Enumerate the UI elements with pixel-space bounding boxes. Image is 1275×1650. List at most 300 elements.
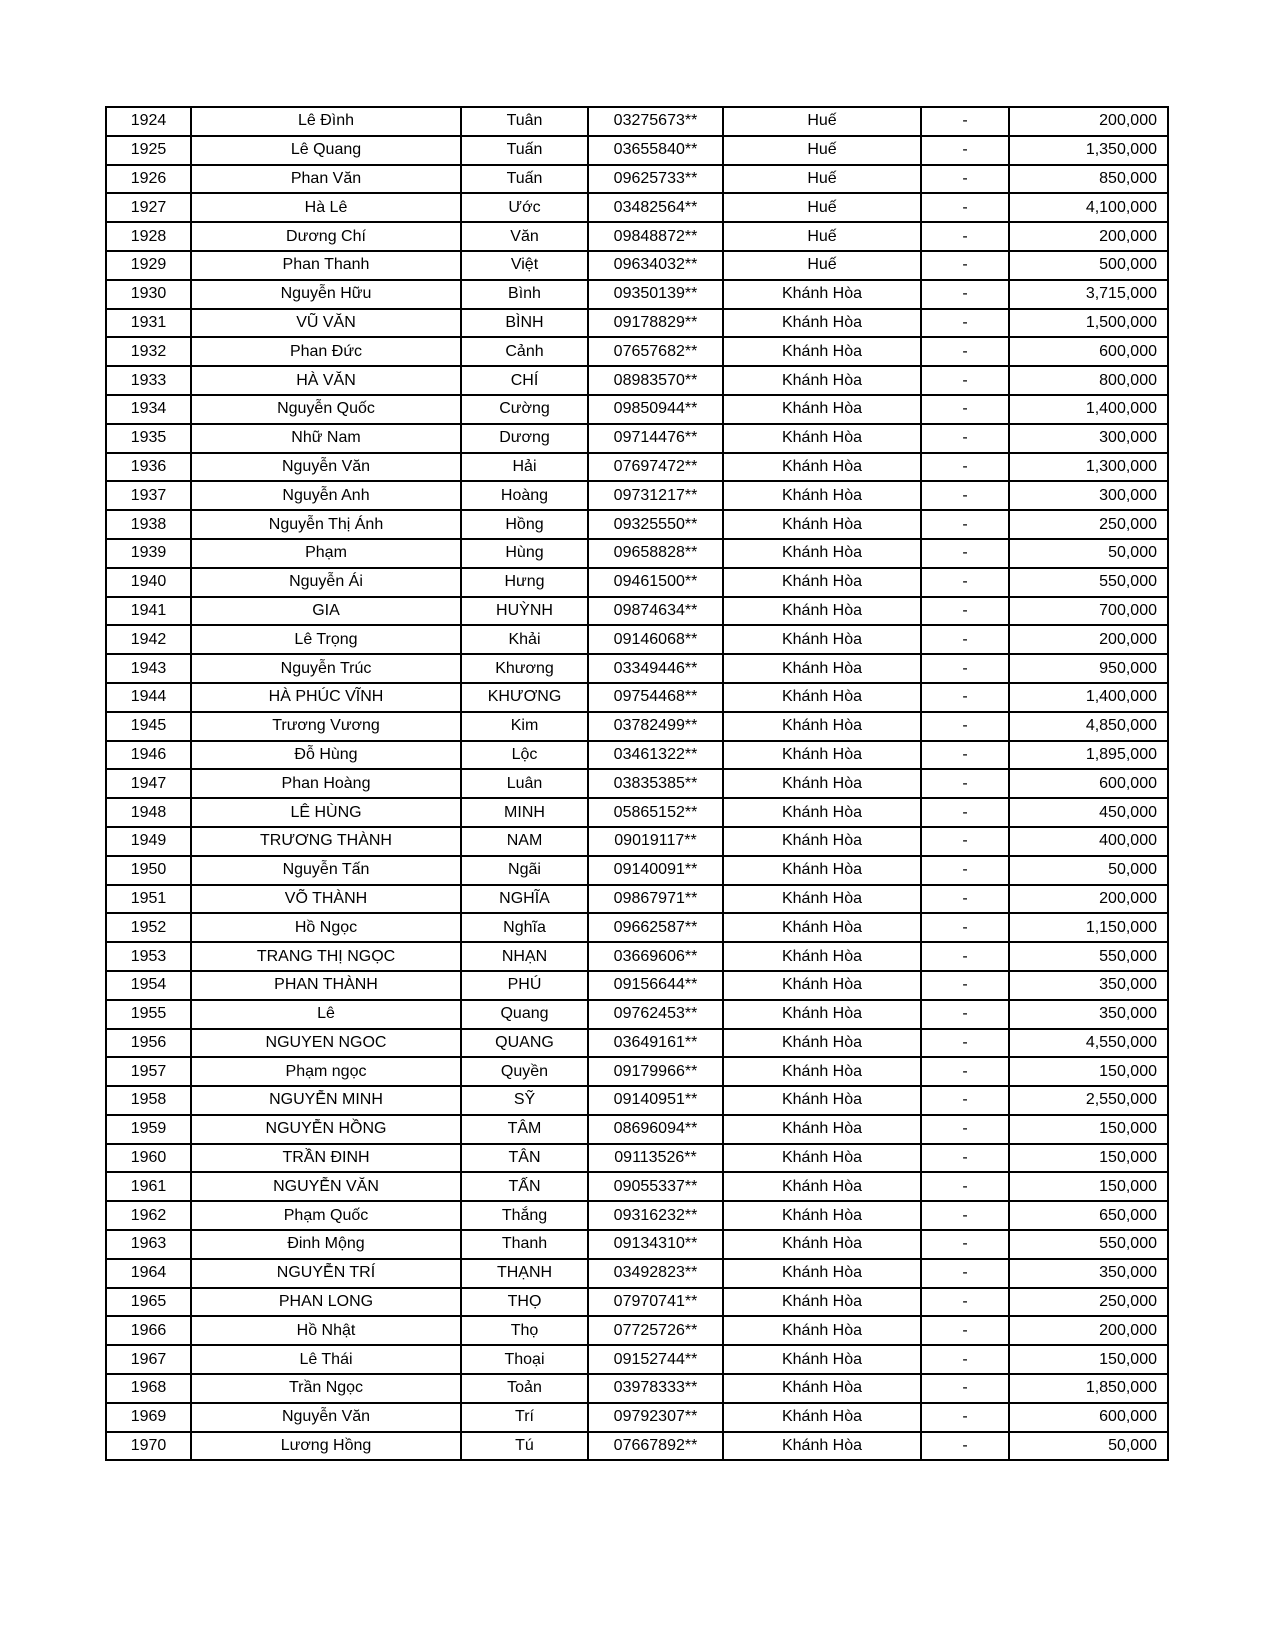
table-row (106, 1374, 1168, 1403)
cell-given-name: Nghĩa (461, 913, 588, 942)
cell-amount: 350,000 (1009, 971, 1168, 1000)
cell-province: Huế (723, 165, 921, 194)
cell-province: Khánh Hòa (723, 1374, 921, 1403)
cell-row-no: 1935 (106, 424, 191, 453)
cell-separator: - (921, 510, 1009, 539)
cell-separator: - (921, 165, 1009, 194)
cell-separator: - (921, 913, 1009, 942)
cell-amount: 550,000 (1009, 1230, 1168, 1259)
cell-row-no: 1940 (106, 568, 191, 597)
cell-row-no: 1939 (106, 539, 191, 568)
cell-family-middle-name: Lê Đình (191, 107, 461, 136)
table-row (106, 1316, 1168, 1345)
cell-separator: - (921, 222, 1009, 251)
cell-separator: - (921, 741, 1009, 770)
cell-given-name: TÂN (461, 1144, 588, 1173)
cell-family-middle-name: TRƯƠNG THÀNH (191, 827, 461, 856)
cell-phone: 09055337** (588, 1172, 723, 1201)
table-row (106, 165, 1168, 194)
cell-given-name: Tuấn (461, 165, 588, 194)
table-row (106, 1000, 1168, 1029)
cell-separator: - (921, 366, 1009, 395)
table-row (106, 1172, 1168, 1201)
table-row (106, 885, 1168, 914)
cell-amount: 600,000 (1009, 337, 1168, 366)
cell-row-no: 1931 (106, 309, 191, 338)
table-row (106, 337, 1168, 366)
cell-amount: 50,000 (1009, 856, 1168, 885)
cell-given-name: THỌ (461, 1288, 588, 1317)
cell-family-middle-name: Đinh Mộng (191, 1230, 461, 1259)
cell-phone: 03655840** (588, 136, 723, 165)
cell-phone: 09152744** (588, 1345, 723, 1374)
cell-given-name: Dương (461, 424, 588, 453)
cell-province: Khánh Hòa (723, 798, 921, 827)
cell-separator: - (921, 1316, 1009, 1345)
cell-row-no: 1945 (106, 712, 191, 741)
cell-row-no: 1938 (106, 510, 191, 539)
table-row (106, 856, 1168, 885)
cell-phone: 09792307** (588, 1403, 723, 1432)
cell-separator: - (921, 453, 1009, 482)
cell-province: Khánh Hòa (723, 1000, 921, 1029)
cell-given-name: Thọ (461, 1316, 588, 1345)
cell-province: Khánh Hòa (723, 712, 921, 741)
cell-family-middle-name: Nguyễn Anh (191, 481, 461, 510)
cell-family-middle-name: Phạm Quốc (191, 1201, 461, 1230)
cell-separator: - (921, 1172, 1009, 1201)
cell-amount: 1,350,000 (1009, 136, 1168, 165)
cell-row-no: 1930 (106, 280, 191, 309)
cell-given-name: NHẠN (461, 942, 588, 971)
table-row (106, 366, 1168, 395)
table-row (106, 280, 1168, 309)
cell-given-name: Bình (461, 280, 588, 309)
cell-phone: 03978333** (588, 1374, 723, 1403)
cell-province: Khánh Hòa (723, 568, 921, 597)
cell-given-name: Tuấn (461, 136, 588, 165)
cell-row-no: 1967 (106, 1345, 191, 1374)
cell-separator: - (921, 1403, 1009, 1432)
cell-family-middle-name: Hồ Ngọc (191, 913, 461, 942)
cell-given-name: MINH (461, 798, 588, 827)
cell-province: Huế (723, 222, 921, 251)
cell-amount: 4,100,000 (1009, 193, 1168, 222)
cell-given-name: TẤN (461, 1172, 588, 1201)
donation-list-table (105, 106, 1169, 1461)
cell-family-middle-name: Lương Hồng (191, 1432, 461, 1461)
cell-phone: 09848872** (588, 222, 723, 251)
cell-given-name: PHÚ (461, 971, 588, 1000)
table-row (106, 1432, 1168, 1461)
cell-province: Khánh Hòa (723, 827, 921, 856)
cell-amount: 650,000 (1009, 1201, 1168, 1230)
cell-province: Khánh Hòa (723, 597, 921, 626)
cell-family-middle-name: TRẦN ĐINH (191, 1144, 461, 1173)
cell-province: Khánh Hòa (723, 971, 921, 1000)
cell-row-no: 1950 (106, 856, 191, 885)
cell-given-name: Hải (461, 453, 588, 482)
cell-given-name: NGHĨA (461, 885, 588, 914)
cell-province: Khánh Hòa (723, 309, 921, 338)
cell-amount: 150,000 (1009, 1144, 1168, 1173)
cell-province: Khánh Hòa (723, 1057, 921, 1086)
cell-row-no: 1941 (106, 597, 191, 626)
cell-row-no: 1961 (106, 1172, 191, 1201)
cell-amount: 50,000 (1009, 539, 1168, 568)
cell-given-name: Hoàng (461, 481, 588, 510)
cell-phone: 09754468** (588, 683, 723, 712)
cell-province: Khánh Hòa (723, 481, 921, 510)
cell-row-no: 1960 (106, 1144, 191, 1173)
cell-family-middle-name: Nguyễn Ái (191, 568, 461, 597)
table-row (106, 913, 1168, 942)
cell-province: Khánh Hòa (723, 424, 921, 453)
cell-given-name: Quang (461, 1000, 588, 1029)
cell-given-name: Thoại (461, 1345, 588, 1374)
cell-phone: 03835385** (588, 769, 723, 798)
cell-given-name: Tú (461, 1432, 588, 1461)
cell-family-middle-name: Hà Lê (191, 193, 461, 222)
table-row (106, 683, 1168, 712)
cell-separator: - (921, 1057, 1009, 1086)
table-row (106, 539, 1168, 568)
cell-row-no: 1948 (106, 798, 191, 827)
cell-given-name: Toản (461, 1374, 588, 1403)
cell-separator: - (921, 856, 1009, 885)
cell-family-middle-name: Lê (191, 1000, 461, 1029)
cell-row-no: 1928 (106, 222, 191, 251)
cell-amount: 350,000 (1009, 1259, 1168, 1288)
cell-family-middle-name: Lê Trọng (191, 625, 461, 654)
cell-amount: 850,000 (1009, 165, 1168, 194)
cell-phone: 09113526** (588, 1144, 723, 1173)
cell-province: Khánh Hòa (723, 1029, 921, 1058)
cell-family-middle-name: NGUYỄN TRÍ (191, 1259, 461, 1288)
table-row (106, 136, 1168, 165)
cell-phone: 07667892** (588, 1432, 723, 1461)
cell-phone: 03492823** (588, 1259, 723, 1288)
cell-row-no: 1924 (106, 107, 191, 136)
table-row (106, 395, 1168, 424)
table-row (106, 597, 1168, 626)
cell-family-middle-name: Phạm ngọc (191, 1057, 461, 1086)
cell-given-name: SỸ (461, 1086, 588, 1115)
cell-province: Khánh Hòa (723, 1201, 921, 1230)
cell-separator: - (921, 683, 1009, 712)
cell-row-no: 1936 (106, 453, 191, 482)
cell-family-middle-name: NGUYỄN MINH (191, 1086, 461, 1115)
cell-phone: 03275673** (588, 107, 723, 136)
cell-separator: - (921, 942, 1009, 971)
cell-given-name: Quyền (461, 1057, 588, 1086)
cell-family-middle-name: Trần Ngọc (191, 1374, 461, 1403)
cell-row-no: 1934 (106, 395, 191, 424)
cell-row-no: 1951 (106, 885, 191, 914)
cell-family-middle-name: Hồ Nhật (191, 1316, 461, 1345)
cell-phone: 07970741** (588, 1288, 723, 1317)
table-row (106, 712, 1168, 741)
table-row (106, 568, 1168, 597)
cell-separator: - (921, 568, 1009, 597)
cell-family-middle-name: Phan Hoàng (191, 769, 461, 798)
cell-separator: - (921, 1259, 1009, 1288)
cell-family-middle-name: Phan Thanh (191, 251, 461, 280)
table-row (106, 1201, 1168, 1230)
cell-given-name: Ước (461, 193, 588, 222)
cell-province: Khánh Hòa (723, 453, 921, 482)
cell-row-no: 1952 (106, 913, 191, 942)
cell-amount: 50,000 (1009, 1432, 1168, 1461)
cell-row-no: 1943 (106, 654, 191, 683)
cell-province: Khánh Hòa (723, 856, 921, 885)
cell-given-name: Cường (461, 395, 588, 424)
cell-province: Khánh Hòa (723, 1086, 921, 1115)
cell-family-middle-name: PHAN LONG (191, 1288, 461, 1317)
cell-province: Khánh Hòa (723, 769, 921, 798)
cell-row-no: 1962 (106, 1201, 191, 1230)
cell-family-middle-name: Dương Chí (191, 222, 461, 251)
cell-row-no: 1966 (106, 1316, 191, 1345)
cell-province: Khánh Hòa (723, 395, 921, 424)
cell-province: Huế (723, 251, 921, 280)
cell-given-name: Hồng (461, 510, 588, 539)
cell-row-no: 1956 (106, 1029, 191, 1058)
cell-phone: 09874634** (588, 597, 723, 626)
table-row (106, 1259, 1168, 1288)
table-row (106, 1230, 1168, 1259)
cell-row-no: 1970 (106, 1432, 191, 1461)
table-row (106, 827, 1168, 856)
cell-province: Khánh Hòa (723, 366, 921, 395)
table-row (106, 510, 1168, 539)
cell-given-name: Luân (461, 769, 588, 798)
cell-separator: - (921, 1086, 1009, 1115)
cell-amount: 700,000 (1009, 597, 1168, 626)
table-row (106, 107, 1168, 136)
cell-separator: - (921, 136, 1009, 165)
cell-separator: - (921, 280, 1009, 309)
cell-family-middle-name: VŨ VĂN (191, 309, 461, 338)
cell-row-no: 1946 (106, 741, 191, 770)
cell-row-no: 1968 (106, 1374, 191, 1403)
cell-phone: 08983570** (588, 366, 723, 395)
cell-province: Khánh Hòa (723, 1259, 921, 1288)
cell-phone: 03782499** (588, 712, 723, 741)
cell-separator: - (921, 1374, 1009, 1403)
cell-province: Huế (723, 193, 921, 222)
table-row (106, 769, 1168, 798)
table-row (106, 193, 1168, 222)
cell-amount: 150,000 (1009, 1172, 1168, 1201)
cell-given-name: Thanh (461, 1230, 588, 1259)
cell-amount: 350,000 (1009, 1000, 1168, 1029)
cell-given-name: HUỲNH (461, 597, 588, 626)
cell-phone: 09731217** (588, 481, 723, 510)
cell-separator: - (921, 654, 1009, 683)
cell-amount: 200,000 (1009, 885, 1168, 914)
cell-province: Khánh Hòa (723, 539, 921, 568)
table-row (106, 798, 1168, 827)
table-row (106, 971, 1168, 1000)
cell-amount: 950,000 (1009, 654, 1168, 683)
cell-row-no: 1958 (106, 1086, 191, 1115)
cell-amount: 200,000 (1009, 222, 1168, 251)
cell-separator: - (921, 625, 1009, 654)
cell-family-middle-name: LÊ HÙNG (191, 798, 461, 827)
cell-row-no: 1955 (106, 1000, 191, 1029)
cell-separator: - (921, 769, 1009, 798)
cell-family-middle-name: HÀ VĂN (191, 366, 461, 395)
cell-phone: 03482564** (588, 193, 723, 222)
table-row (106, 1345, 1168, 1374)
cell-amount: 4,550,000 (1009, 1029, 1168, 1058)
cell-family-middle-name: Lê Thái (191, 1345, 461, 1374)
cell-row-no: 1927 (106, 193, 191, 222)
cell-separator: - (921, 1432, 1009, 1461)
cell-family-middle-name: Phạm (191, 539, 461, 568)
cell-given-name: Khương (461, 654, 588, 683)
cell-family-middle-name: Nguyễn Văn (191, 1403, 461, 1432)
cell-family-middle-name: Nguyễn Thị Ánh (191, 510, 461, 539)
cell-amount: 200,000 (1009, 1316, 1168, 1345)
cell-province: Huế (723, 136, 921, 165)
cell-given-name: Trí (461, 1403, 588, 1432)
cell-province: Khánh Hòa (723, 683, 921, 712)
cell-amount: 250,000 (1009, 1288, 1168, 1317)
table-row (106, 1086, 1168, 1115)
cell-amount: 150,000 (1009, 1115, 1168, 1144)
cell-amount: 550,000 (1009, 942, 1168, 971)
table-row (106, 1144, 1168, 1173)
cell-row-no: 1965 (106, 1288, 191, 1317)
cell-given-name: Ngãi (461, 856, 588, 885)
cell-amount: 300,000 (1009, 481, 1168, 510)
cell-family-middle-name: Nguyễn Văn (191, 453, 461, 482)
cell-given-name: Lộc (461, 741, 588, 770)
cell-phone: 03669606** (588, 942, 723, 971)
cell-family-middle-name: TRANG THỊ NGỌC (191, 942, 461, 971)
cell-row-no: 1942 (106, 625, 191, 654)
cell-phone: 09461500** (588, 568, 723, 597)
cell-family-middle-name: Nguyễn Tấn (191, 856, 461, 885)
cell-amount: 1,300,000 (1009, 453, 1168, 482)
cell-given-name: Thắng (461, 1201, 588, 1230)
cell-given-name: KHƯƠNG (461, 683, 588, 712)
cell-province: Khánh Hòa (723, 1144, 921, 1173)
cell-row-no: 1969 (106, 1403, 191, 1432)
cell-family-middle-name: Đỗ Hùng (191, 741, 461, 770)
cell-phone: 09146068** (588, 625, 723, 654)
cell-phone: 09762453** (588, 1000, 723, 1029)
cell-separator: - (921, 481, 1009, 510)
cell-province: Khánh Hòa (723, 337, 921, 366)
cell-family-middle-name: NGUYỄN VĂN (191, 1172, 461, 1201)
cell-phone: 07657682** (588, 337, 723, 366)
cell-row-no: 1944 (106, 683, 191, 712)
cell-separator: - (921, 1029, 1009, 1058)
cell-given-name: Cảnh (461, 337, 588, 366)
cell-amount: 600,000 (1009, 1403, 1168, 1432)
cell-given-name: QUANG (461, 1029, 588, 1058)
cell-row-no: 1949 (106, 827, 191, 856)
cell-given-name: CHÍ (461, 366, 588, 395)
cell-phone: 09140091** (588, 856, 723, 885)
cell-separator: - (921, 395, 1009, 424)
table-row (106, 625, 1168, 654)
cell-row-no: 1963 (106, 1230, 191, 1259)
cell-family-middle-name: GIA (191, 597, 461, 626)
table-row (106, 1288, 1168, 1317)
cell-phone: 09019117** (588, 827, 723, 856)
cell-amount: 300,000 (1009, 424, 1168, 453)
cell-amount: 200,000 (1009, 625, 1168, 654)
cell-province: Khánh Hòa (723, 1230, 921, 1259)
cell-phone: 03649161** (588, 1029, 723, 1058)
cell-family-middle-name: Trương Vương (191, 712, 461, 741)
cell-separator: - (921, 107, 1009, 136)
cell-family-middle-name: VÕ THÀNH (191, 885, 461, 914)
table-row (106, 251, 1168, 280)
table-row (106, 222, 1168, 251)
cell-phone: 07697472** (588, 453, 723, 482)
cell-separator: - (921, 597, 1009, 626)
cell-amount: 1,895,000 (1009, 741, 1168, 770)
cell-phone: 09134310** (588, 1230, 723, 1259)
cell-phone: 09316232** (588, 1201, 723, 1230)
cell-province: Khánh Hòa (723, 510, 921, 539)
cell-province: Khánh Hòa (723, 1316, 921, 1345)
table-row (106, 481, 1168, 510)
cell-row-no: 1925 (106, 136, 191, 165)
cell-amount: 4,850,000 (1009, 712, 1168, 741)
cell-given-name: Tuân (461, 107, 588, 136)
cell-separator: - (921, 971, 1009, 1000)
cell-row-no: 1959 (106, 1115, 191, 1144)
cell-family-middle-name: PHAN THÀNH (191, 971, 461, 1000)
cell-amount: 200,000 (1009, 107, 1168, 136)
cell-given-name: Văn (461, 222, 588, 251)
table-body (106, 107, 1168, 1460)
cell-amount: 550,000 (1009, 568, 1168, 597)
cell-phone: 08696094** (588, 1115, 723, 1144)
table-row (106, 424, 1168, 453)
cell-amount: 1,400,000 (1009, 395, 1168, 424)
cell-phone: 07725726** (588, 1316, 723, 1345)
cell-row-no: 1929 (106, 251, 191, 280)
cell-family-middle-name: Nhữ Nam (191, 424, 461, 453)
cell-family-middle-name: Phan Đức (191, 337, 461, 366)
cell-phone: 09350139** (588, 280, 723, 309)
cell-given-name: NAM (461, 827, 588, 856)
cell-given-name: Việt (461, 251, 588, 280)
table-row (106, 1403, 1168, 1432)
cell-amount: 250,000 (1009, 510, 1168, 539)
cell-separator: - (921, 309, 1009, 338)
cell-given-name: Hưng (461, 568, 588, 597)
cell-separator: - (921, 827, 1009, 856)
cell-separator: - (921, 712, 1009, 741)
cell-separator: - (921, 1000, 1009, 1029)
cell-amount: 400,000 (1009, 827, 1168, 856)
cell-amount: 1,500,000 (1009, 309, 1168, 338)
cell-province: Huế (723, 107, 921, 136)
cell-separator: - (921, 885, 1009, 914)
cell-phone: 09178829** (588, 309, 723, 338)
cell-province: Khánh Hòa (723, 1115, 921, 1144)
cell-row-no: 1947 (106, 769, 191, 798)
cell-phone: 09140951** (588, 1086, 723, 1115)
